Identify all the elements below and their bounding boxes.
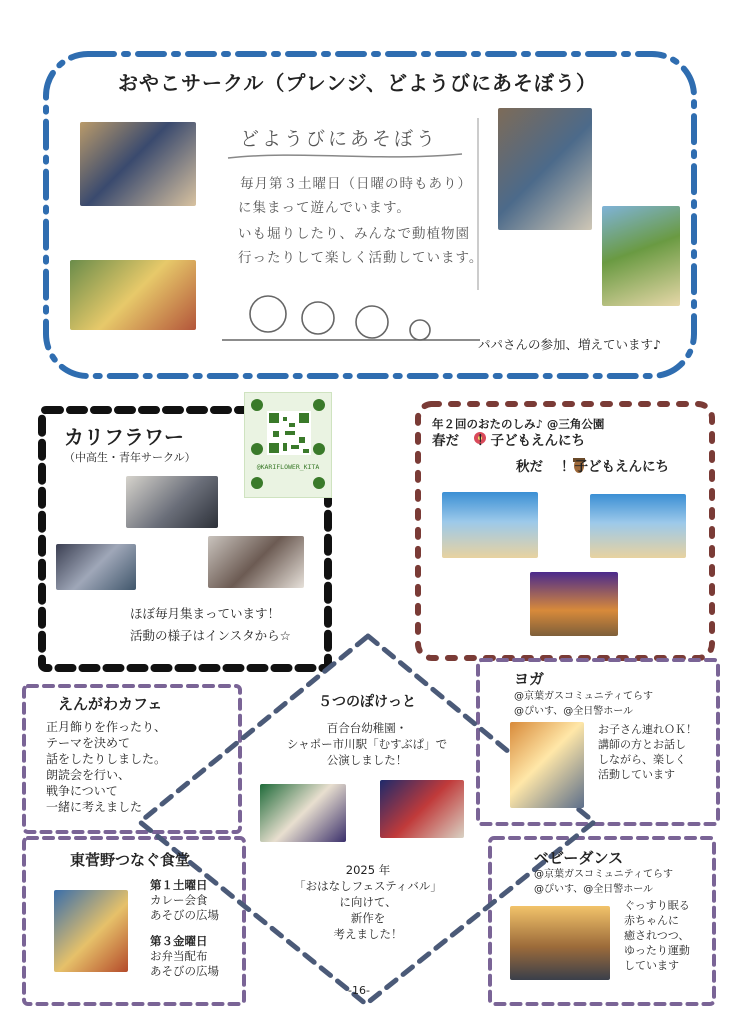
shokudo-line: あそびの広場 — [150, 964, 219, 978]
pocket-body-2 — [268, 862, 468, 942]
qr-label: @KARIFLOWER_KITA — [256, 463, 320, 471]
yoga-line: 講師の方とお話し — [598, 738, 686, 751]
kodomo-photo-2 — [590, 494, 686, 558]
kodomo-autumn — [516, 458, 669, 476]
yoga-line: しながら、楽しく — [598, 753, 686, 766]
oyako-photo-1 — [80, 122, 196, 206]
shokudo-photo — [54, 890, 128, 972]
karifurawa-photo-1 — [126, 476, 218, 528]
engawa-body — [46, 719, 166, 815]
qr-code[interactable] — [244, 392, 332, 498]
baby-line: ぐっすり眠る — [624, 899, 690, 912]
oyako-caption: パパさんの参加、増えています♪ — [478, 337, 661, 352]
kodomo-spring-suffix: ！子どもえんにち — [477, 433, 585, 449]
yoga-venue-1: @京葉ガスコミュニティてらす — [514, 691, 653, 702]
kodomo-line-1: 年２回のおたのしみ♪ @三角公園 — [432, 417, 605, 431]
kodomo-spring — [432, 432, 585, 450]
shokudo-sat-heading: 第１土曜日 — [150, 878, 208, 892]
yoga-body — [598, 722, 697, 782]
pocket-line: に向けて、 — [339, 895, 397, 909]
engawa-line: 戦争について — [46, 784, 118, 798]
baby-photo — [510, 906, 610, 980]
shokudo-line: お弁当配布 — [150, 949, 208, 963]
shokudo-line: あそびの広場 — [150, 908, 219, 922]
karifurawa-body-1: ほぼ毎月集まっています！ — [130, 606, 281, 621]
engawa-line: 話をしたりしました。 — [46, 752, 167, 766]
kodomo-autumn-suffix: ！子どもえんにち — [561, 459, 669, 475]
karifurawa-photo-2 — [56, 544, 136, 590]
engawa-line: テーマを決めて — [46, 736, 131, 750]
pocket-body-1 — [262, 720, 472, 768]
note-line-2: に集まって遊んでいます。 — [238, 200, 411, 216]
note-line-1: 毎月第３土曜日（日曜の時もあり） — [240, 176, 472, 192]
oyako-photo-2 — [70, 260, 196, 330]
karifurawa-title: カリフラワー — [64, 425, 184, 449]
kodomo-photo-1 — [442, 492, 538, 558]
baby-line: しています — [624, 959, 679, 972]
oyako-photo-4 — [602, 206, 680, 306]
baby-line: 癒されつつ、 — [624, 929, 690, 942]
baby-line: ゆったり運動 — [624, 944, 690, 957]
pocket-line: 2025 年 — [345, 863, 391, 877]
baby-venue-2: @ぴいす、@全日警ホール — [534, 884, 653, 895]
note-heading: どようびにあそぼう — [240, 128, 439, 150]
pocket-line: 「おはなしフェスティバル」 — [294, 879, 442, 893]
oyako-photo-3 — [498, 108, 592, 230]
pocket-title: ５つのぽけっと — [318, 694, 416, 710]
pocket-line: 考えました！ — [333, 927, 403, 941]
baby-body — [624, 898, 690, 973]
kodomo-spring-label: 春だ — [432, 433, 459, 449]
engawa-line: 一緒に考えました — [46, 800, 143, 814]
page-number: -16- — [348, 984, 370, 997]
pocket-photo-2 — [380, 780, 464, 838]
pocket-line: シャポー市川駅「むすぶぱ」で — [286, 737, 448, 751]
baby-title: ベビーダンス — [534, 849, 624, 867]
karifurawa-photo-3 — [208, 536, 304, 588]
oyako-title: おやこサークル（プレンジ、どようびにあそぼう） — [118, 71, 597, 95]
pocket-line: 公演しました！ — [326, 753, 408, 767]
yoga-photo — [510, 722, 584, 808]
baby-venue-1: @京葉ガスコミュニティてらす — [534, 869, 673, 880]
kodomo-photo-3 — [530, 572, 618, 636]
engawa-line: 正月飾りを作ったり、 — [46, 720, 167, 734]
karifurawa-subtitle: （中高生・青年サークル） — [64, 451, 196, 464]
engawa-title: えんがわカフェ — [58, 695, 163, 713]
note-line-4: 行ったりして楽しく活動しています。 — [238, 250, 484, 266]
pocket-line: 百合台幼稚園・ — [326, 721, 408, 735]
karifurawa-body-2: 活動の様子はインスタから☆ — [130, 628, 291, 643]
yoga-title: ヨガ — [514, 670, 545, 688]
qr-icon — [245, 393, 331, 497]
pocket-line: 新作を — [350, 911, 386, 925]
engawa-line: 朗読会を行い、 — [46, 768, 131, 782]
note-line-3: いも堀りしたり、みんなで動植物園 — [238, 226, 470, 242]
shokudo-line: カレー会食 — [150, 893, 208, 907]
shokudo-sat — [150, 878, 219, 923]
shokudo-title: 東菅野つなぐ食堂 — [70, 851, 191, 869]
kodomo-autumn-label: 秋だ — [516, 459, 543, 475]
doodle-faces — [222, 296, 480, 340]
baby-line: 赤ちゃんに — [624, 914, 679, 927]
yoga-venue-2: @ぴいす、@全日警ホール — [514, 706, 633, 717]
yoga-line: お子さん連れＯＫ！ — [598, 723, 697, 736]
shokudo-fri-heading: 第３金曜日 — [150, 934, 208, 948]
shokudo-fri — [150, 934, 219, 979]
note-underline — [228, 154, 462, 158]
pocket-photo-1 — [260, 784, 346, 842]
yoga-line: 活動しています — [598, 768, 675, 781]
